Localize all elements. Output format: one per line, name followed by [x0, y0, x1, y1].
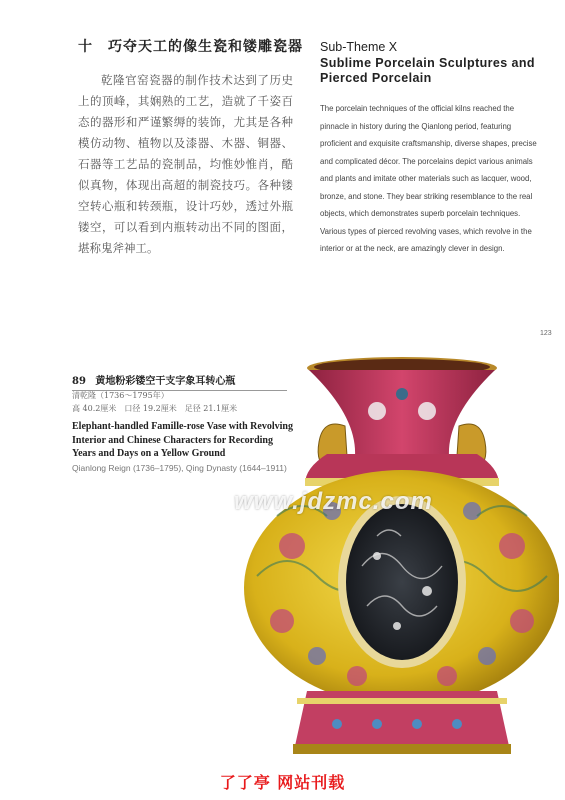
caption-period-zh: 清乾隆（1736～1795年）	[72, 391, 169, 400]
footer-site-label: 了了亭 网站刊载	[219, 773, 346, 792]
page-number: 123	[540, 330, 552, 337]
caption-number: 89	[72, 376, 86, 387]
watermark-url: www.jdzmc.com	[234, 488, 433, 515]
english-title: Sublime Porcelain Sculptures and Pierced Porcelain	[320, 56, 535, 85]
caption-title-zh-text: 黄地粉彩镂空干支字象耳转心瓶	[95, 376, 236, 387]
vase-photo	[237, 356, 559, 761]
caption-dimensions-zh: 高 40.2厘米 口径 19.2厘米 足径 21.1厘米	[72, 404, 238, 413]
caption-reign-en: Qianlong Reign (1736–1795), Qing Dynasty (1644–1911)	[72, 463, 287, 473]
sub-theme-kicker: Sub-Theme X	[320, 40, 398, 54]
chinese-heading: 十 巧夺天工的像生瓷和镂雕瓷器	[78, 39, 303, 55]
caption-title-en: Elephant-handled Famille-rose Vase with Revolving Interior and Chinese Characters for Recording Years and Days on a Yellow Ground	[72, 421, 293, 459]
chinese-body-text: 乾隆官窑瓷器的制作技术达到了历史上的顶峰，其娴熟的工艺，造就了千姿百态的器形和严谨繁缛的装饰，尤其是各种模仿动物、植物以及漆器、木器、铜器、石器等工艺品的瓷制品，均惟妙惟肖，酷似真物，体现出高超的制瓷技巧。各种镂空转心瓶和转颈瓶，设计巧妙，透过外瓶镂空，可以看到内瓶转动出不同的图面，堪称鬼斧神工。	[78, 73, 293, 255]
english-body-text: The porcelain techniques of the official kilns reached the pinnacle in history during the Qianlong period, featuring proficient and exquisite craftsmanship, diverse shapes, precise and complicated décor. The porcelains depict various animals and plants and imitate other materials such as lacquer, wood, bronze, and stone. They bear striking resemblance to the real objects, which demonstrates superb porcelain techniques. Various types of pierced revolving vases, which revolve in the interior or at the neck, are amazingly clever in design.	[320, 104, 537, 253]
